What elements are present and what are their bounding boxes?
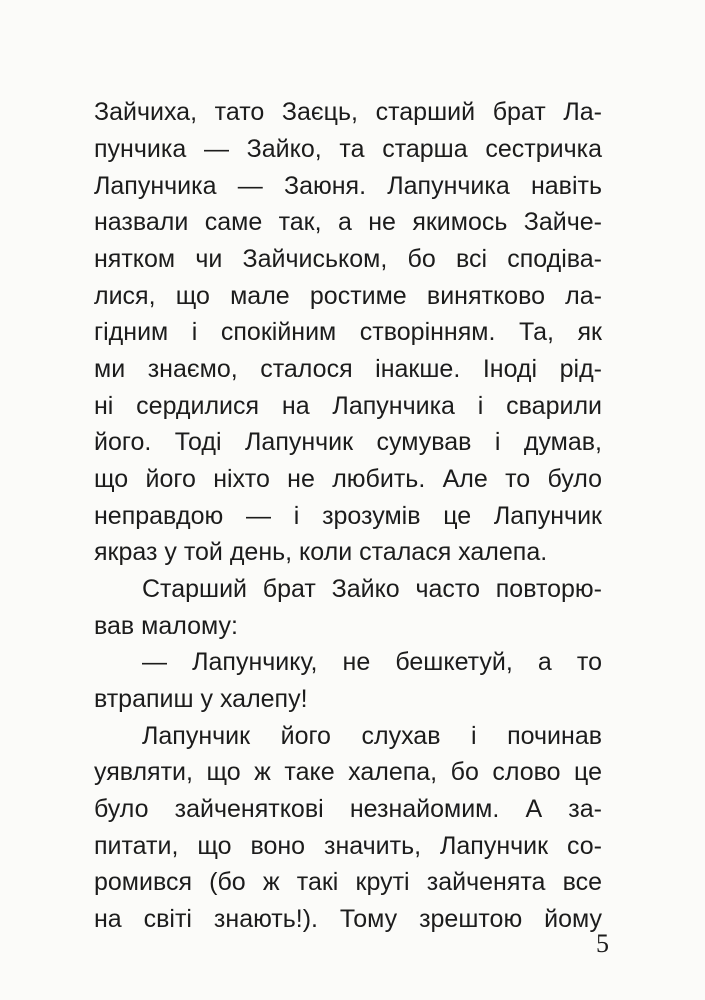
text-line: ні сердилися на Лапунчика і сварили xyxy=(94,392,602,420)
text-line: Зайчиха, тато Заєць, старший брат Ла- xyxy=(94,98,602,126)
text-line: пунчика — Зайко, та старша сестричка xyxy=(94,135,602,163)
text-line: лися, що мале ростиме винятково ла- xyxy=(94,282,602,310)
text-line: питати, що воно значить, Лапунчик со- xyxy=(94,832,602,860)
text-line: нятком чи Зайчиськом, бо всі сподіва- xyxy=(94,245,602,273)
text-line: Старший брат Зайко часто повторю- xyxy=(142,575,602,603)
text-line: уявляти, що ж таке халепа, бо слово це xyxy=(94,758,602,786)
text-line: назвали саме так, а не якимось Зайче- xyxy=(94,208,602,236)
dialogue-line: — Лапунчику, не бешкетуй, а то xyxy=(142,648,602,676)
text-line: ромився (бо ж такі круті зайченята все xyxy=(94,868,602,896)
text-line: Лапунчика — Заюня. Лапунчика навіть xyxy=(94,172,602,200)
text-line: його. Тоді Лапунчик сумував і думав, xyxy=(94,428,602,456)
text-line: вав малому: xyxy=(94,612,238,640)
text-line: на світі знають!). Тому зрештою йому xyxy=(94,905,602,933)
dialogue-line: втрапиш у халепу! xyxy=(94,685,308,713)
text-line: Лапунчик його слухав і починав xyxy=(142,722,602,750)
text-line: неправдою — і зрозумів це Лапунчик xyxy=(94,502,602,530)
page-number: 5 xyxy=(596,929,609,958)
text-line: що його ніхто не любить. Але то було xyxy=(94,465,602,493)
text-line: гідним і спокійним створінням. Та, як xyxy=(94,318,602,346)
text-line: було зайченяткові незнайомим. А за- xyxy=(94,795,602,823)
text-line: ми знаємо, сталося інакше. Іноді рід- xyxy=(94,355,602,383)
text-line: якраз у той день, коли сталася халепа. xyxy=(94,538,548,566)
